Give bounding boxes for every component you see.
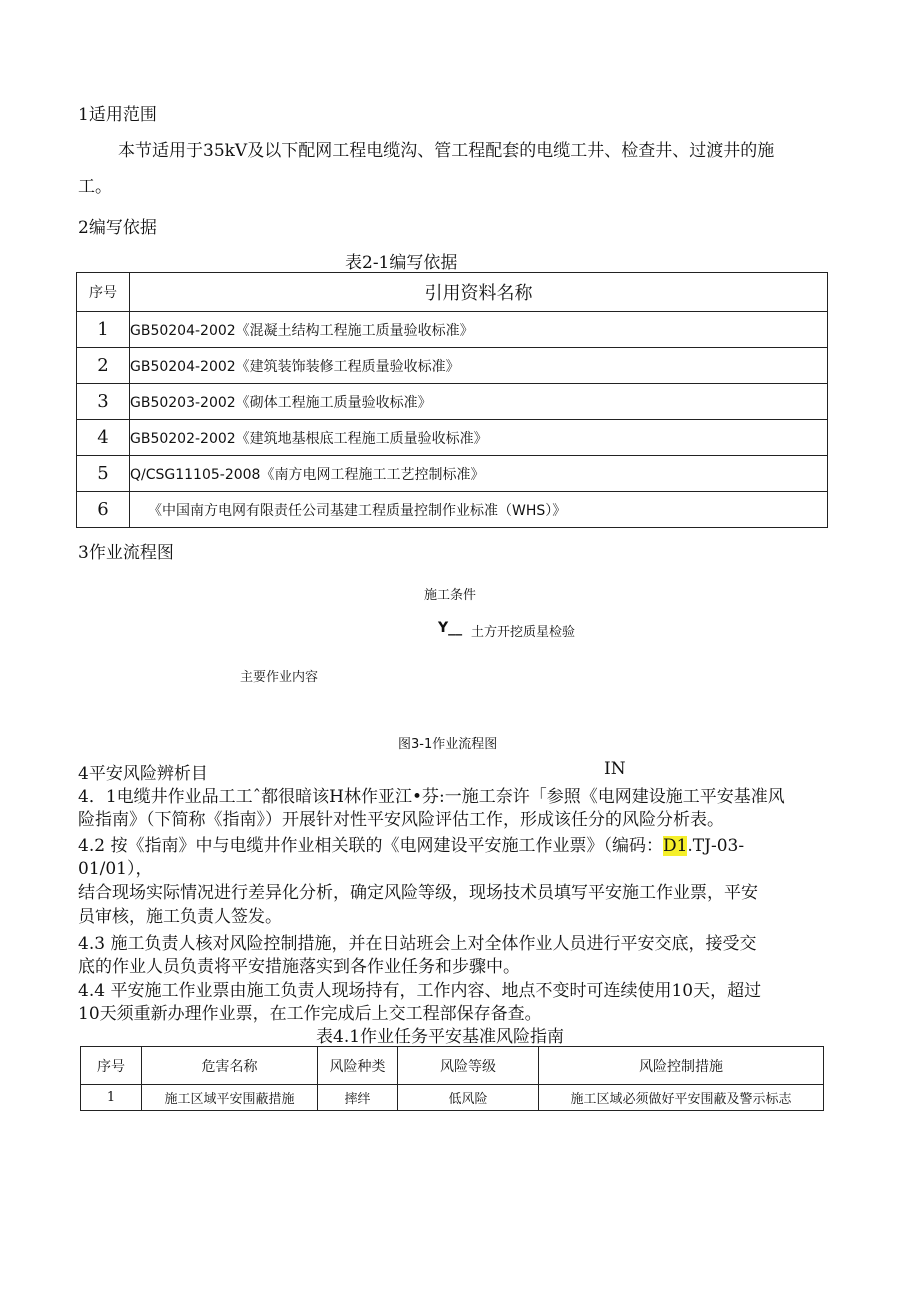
section4-heading: 4平安风险辨析目 xyxy=(78,764,208,784)
paragraph-4-3-line2: 底的作业人员负责将平安措施落实到各作业任务和步骤中。 xyxy=(78,957,520,977)
paragraph-4-3-line1: 4.3 施工负责人核对风险控制措施，并在日站班会上对全体作业人员进行平安交底，接受交 xyxy=(78,934,757,954)
flow-step-conditions: 施工条件 xyxy=(424,588,477,603)
col-seq-header: 序号 xyxy=(81,1047,142,1085)
paragraph-4-2-text: 4.2 按《指南》中与电缆井作业相关联的《电网建设平安施工作业票》（编码： xyxy=(78,836,663,856)
row-number: 2 xyxy=(77,348,130,384)
paragraph-4-2-code-tail: .TJ-03- xyxy=(687,836,745,856)
row-number: 4 xyxy=(77,420,130,456)
reference-table xyxy=(76,272,828,528)
risk-type: 摔绊 xyxy=(318,1085,398,1111)
col-hazard-header: 危害名称 xyxy=(142,1047,318,1085)
paragraph-4-2-line3: 结合现场实际情况进行差异化分析，确定风险等级，现场技术员填写平安施工作业票，平安 xyxy=(78,883,758,903)
reference-name: GB50204-2002《建筑装饰装修工程质量验收标准》 xyxy=(130,348,828,384)
figure-caption: 图3-1作业流程图 xyxy=(398,737,498,752)
reference-name: 《中国南方电网有限责任公司基建工程质量控制作业标准（WHS）》 xyxy=(130,492,828,528)
hazard-name: 施工区域平安围蔽措施 xyxy=(142,1085,318,1111)
paragraph-4-2-line4: 员审核，施工负责人签发。 xyxy=(78,907,282,927)
table-header-row xyxy=(77,273,828,312)
section2-heading: 2编写依据 xyxy=(78,218,157,238)
reference-table-caption: 表2-1编写依据 xyxy=(345,253,458,273)
flow-step-inspection: 土方开挖质星检验 xyxy=(471,625,576,640)
risk-table-caption: 表4.1作业任务平安基准风险指南 xyxy=(316,1027,565,1047)
paragraph-4-1-line2: 险指南》（下简称《指南》）开展针对性平安风险评估工作，形成该任分的风险分析表。 xyxy=(78,810,724,830)
col-risk-level-header: 风险等级 xyxy=(398,1047,539,1085)
table-row xyxy=(77,492,828,528)
paragraph-4-2-line2: 01/01）， xyxy=(78,859,153,879)
table-row xyxy=(77,420,828,456)
paragraph-4-1-line1: 4．1电缆井作业品工工ˆ都很暗该H林作亚江•芬:一施工奈许「参照《电网建设施工平安基准风 xyxy=(78,787,785,807)
col-seq-header: 序号 xyxy=(77,273,130,312)
reference-name: GB50202-2002《建筑地基根底工程施工质量验收标准》 xyxy=(130,420,828,456)
row-number: 5 xyxy=(77,456,130,492)
stray-text: IN xyxy=(604,759,626,779)
paragraph-4-2-line1 xyxy=(78,831,744,856)
table-row xyxy=(77,348,828,384)
section1-paragraph-line2: 工。 xyxy=(78,177,112,197)
table-row xyxy=(77,384,828,420)
highlighted-code: D1 xyxy=(662,836,688,856)
table-header-row xyxy=(81,1047,824,1085)
paragraph-4-4-line2: 10天须重新办理作业票，在工作完成后上交工程部保存备查。 xyxy=(78,1004,542,1024)
paragraph-4-4-line1: 4.4 平安施工作业票由施工负责人现场持有，工作内容、地点不变时可连续使用10天，超过 xyxy=(78,981,762,1001)
table-row xyxy=(81,1085,824,1111)
reference-name: GB50204-2002《混凝土结构工程施工质量验收标准》 xyxy=(130,312,828,348)
row-number: 1 xyxy=(81,1085,142,1111)
col-risk-type-header: 风险种类 xyxy=(318,1047,398,1085)
col-name-header: 引用资料名称 xyxy=(130,273,828,312)
risk-table xyxy=(80,1046,824,1111)
row-number: 1 xyxy=(77,312,130,348)
risk-level: 低风险 xyxy=(398,1085,539,1111)
control-measure: 施工区域必须做好平安围蔽及警示标志 xyxy=(539,1085,824,1111)
col-control-header: 风险控制措施 xyxy=(539,1047,824,1085)
row-number: 3 xyxy=(77,384,130,420)
reference-name: Q/CSG11105-2008《南方电网工程施工工艺控制标准》 xyxy=(130,456,828,492)
section3-heading: 3作业流程图 xyxy=(78,543,174,563)
section1-heading: 1适用范围 xyxy=(78,105,157,125)
table-row xyxy=(77,312,828,348)
flow-mark: Y__ xyxy=(438,620,463,636)
flow-step-main-work: 主要作业内容 xyxy=(240,670,319,685)
table-row xyxy=(77,456,828,492)
reference-name: GB50203-2002《砌体工程施工质量验收标准》 xyxy=(130,384,828,420)
section1-paragraph-line1: 本节适用于35kV及以下配网工程电缆沟、管工程配套的电缆工井、检查井、过渡井的施 xyxy=(118,141,775,161)
row-number: 6 xyxy=(77,492,130,528)
